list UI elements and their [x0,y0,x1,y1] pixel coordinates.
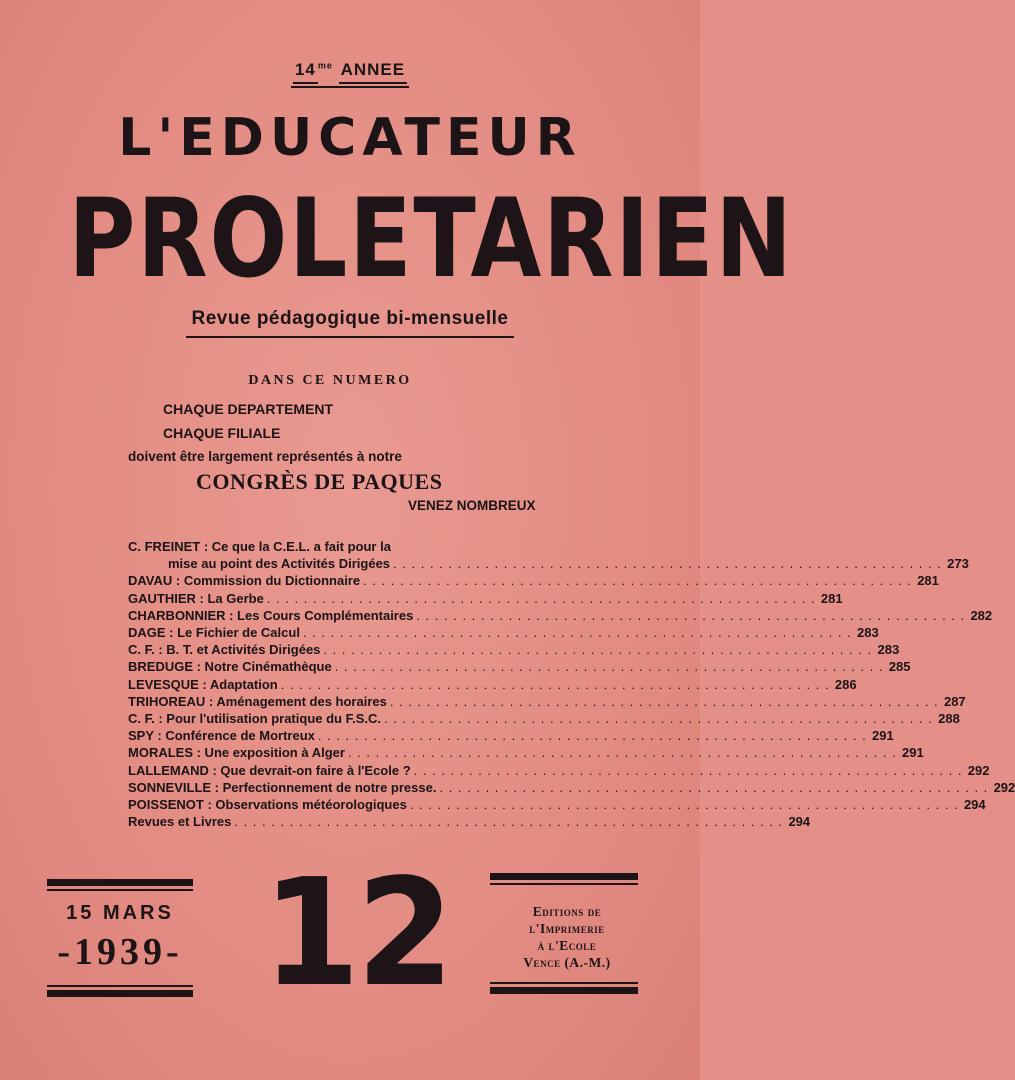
toc-item-text: mise au point des Activités Dirigées [168,556,391,572]
toc-item-page: 283 [857,625,879,641]
toc-leader-dots [439,779,988,796]
highlight-line-1: CHAQUE DEPARTEMENT [163,401,334,417]
toc-item [128,796,986,813]
divider-rule [47,879,193,886]
title-line-1: L'EDUCATEUR [118,108,582,168]
subtitle-text: Revue pédagogique bi-mensuelle [186,308,515,338]
publisher-line-4: Vence (A.-M.) [523,955,611,970]
toc-item-page: 281 [917,573,939,589]
issue-number: 12 [262,847,451,1019]
toc-item [128,607,993,624]
toc-item [128,658,911,675]
toc-leader-dots [348,744,897,761]
publisher-block [492,903,642,971]
toc-item-text: SPY : Conférence de Mortreux [128,728,315,744]
toc-item [128,762,990,779]
toc-leader-dots [234,813,783,830]
toc-item-page: 291 [871,728,894,744]
year-label [0,60,700,88]
toc-item [128,624,879,641]
toc-item-text: C. F. : Pour l'utilisation pratique du F.S.C. [128,711,381,727]
toc-item [128,727,894,744]
divider-rule [47,985,193,987]
toc-item-text: TRIHOREAU : Aménagement des horaires [128,693,387,709]
highlight-line-2: CHAQUE FILIALE [163,425,281,441]
toc-item-page: 292 [993,779,1015,795]
publisher-line-2: l'Imprimerie [529,921,605,936]
toc-leader-dots [281,676,830,693]
year-superscript: me [317,60,333,71]
toc-leader-dots [323,641,872,658]
toc-leader-dots [410,796,959,813]
toc-item-text: LEVESQUE : Adaptation [128,676,278,692]
toc-leader-dots [416,607,965,624]
issue-date-day-month: 15 MARS [66,902,174,924]
toc-item-text: Revues et Livres [128,814,232,830]
toc-item-continuation [128,555,969,572]
divider-rule [47,990,193,997]
toc-item-text: DAGE : Le Fichier de Calcul [128,625,300,641]
title-line-2: PROLETARIEN [68,174,794,303]
divider-rule [490,883,638,885]
toc-item-text: GAUTHIER : La Gerbe [128,590,264,606]
toc-leader-dots [267,590,816,607]
toc-item [128,779,1015,796]
toc-item-page: 273 [947,556,969,572]
toc-item-text: POISSENOT : Observations météorologiques [128,797,407,813]
subtitle [0,308,700,338]
toc-item-text: C. FREINET : Ce que la C.E.L. a fait pour la [128,539,391,554]
toc-leader-dots [390,693,939,710]
toc-item-text: C. F. : B. T. et Activités Dirigées [128,642,321,658]
divider-rule [490,873,638,880]
table-of-contents [128,538,1015,830]
toc-item-page: 294 [788,814,811,830]
toc-item-text: DAVAU : Commission du Dictionnaire [128,573,361,589]
divider-rule [490,982,638,984]
toc-item-page: 286 [834,676,857,692]
toc-leader-dots [393,555,942,572]
divider-rule [47,889,193,891]
toc-leader-dots [414,762,963,779]
year-word: ANNEE [339,60,408,84]
toc-item [128,641,900,658]
publisher-line-1: Editions de [532,904,602,919]
toc-item [128,813,811,830]
toc-item [128,744,924,761]
toc-item-page: 291 [902,745,924,761]
toc-item-page: 283 [877,642,900,658]
highlight-line-3: doivent être largement représentés à notre [128,449,402,464]
toc-item [128,710,960,727]
highlights [0,373,700,513]
toc-item [128,538,553,555]
toc-item-page: 285 [888,659,911,675]
toc-item-page: 294 [963,797,986,813]
toc-item-page: 281 [820,590,843,606]
year-number: 14 [293,60,318,84]
venez-nombreux: VENEZ NOMBREUX [408,498,536,513]
toc-item-text: CHARBONNIER : Les Cours Complémentaires [128,607,414,623]
toc-leader-dots [303,624,852,641]
toc-item-text: LALLEMAND : Que devrait-on faire à l'Ecole ? [128,762,411,778]
toc-leader-dots [363,572,912,589]
toc-leader-dots [335,658,884,675]
toc-item [128,693,966,710]
toc-item-page: 287 [943,693,966,709]
toc-item-text: BREDUGE : Notre Cinémathèque [128,659,332,675]
publisher-line-3: à l'Ecole [537,938,597,953]
toc-item-page: 288 [938,711,960,727]
toc-item [128,572,939,589]
congress-title: CONGRÈS DE PAQUES [196,469,443,494]
issue-date-year: -1939- [57,931,183,973]
contents-heading: DANS CE NUMERO [248,373,412,388]
toc-item-text: SONNEVILLE : Perfectionnement de notre presse. [128,779,437,795]
toc-leader-dots [318,727,867,744]
toc-item [128,590,843,607]
toc-item-page: 292 [967,762,990,778]
toc-leader-dots [384,710,933,727]
toc-item [128,676,857,693]
toc-item-page: 282 [970,607,993,623]
toc-item-text: MORALES : Une exposition à Alger [128,745,345,761]
divider-rule [490,987,638,994]
